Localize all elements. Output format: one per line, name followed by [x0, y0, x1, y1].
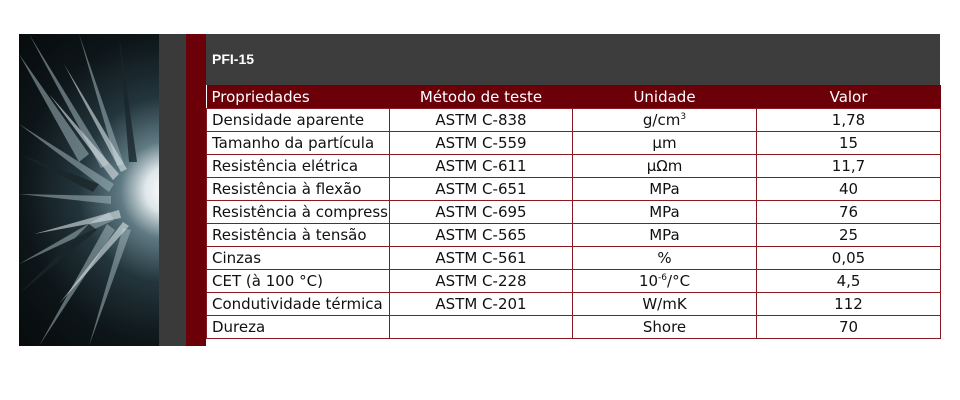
value-cell: 0,05 [757, 247, 941, 270]
unit-cell [573, 316, 757, 339]
sidebar-strip [159, 34, 186, 346]
table-row [207, 178, 941, 201]
unit-cell [573, 132, 757, 155]
test-method-cell: ASTM C-838 [390, 109, 573, 132]
crystal-burst-image [19, 34, 159, 346]
unit-cell [573, 247, 757, 270]
title-bar [206, 34, 940, 85]
unit-base: W/mK [642, 295, 687, 313]
unit-superscript: 3 [680, 112, 687, 122]
table-row [207, 155, 941, 178]
table-row [207, 224, 941, 247]
test-method-cell: ASTM C-559 [390, 132, 573, 155]
test-method-cell: ASTM C-611 [390, 155, 573, 178]
property-cell: Resistência elétrica [207, 155, 390, 178]
value-cell: 11,7 [757, 155, 941, 178]
unit-cell [573, 270, 757, 293]
table-row [207, 270, 941, 293]
property-cell: Resistência à compress [207, 201, 390, 224]
value-cell: 25 [757, 224, 941, 247]
property-cell: Resistência à flexão [207, 178, 390, 201]
value-cell: 1,78 [757, 109, 941, 132]
value-cell: 70 [757, 316, 941, 339]
table-row [207, 132, 941, 155]
properties-table [206, 85, 941, 339]
property-cell: Dureza [207, 316, 390, 339]
table-row [207, 201, 941, 224]
test-method-cell: ASTM C-565 [390, 224, 573, 247]
product-panel [19, 34, 940, 346]
test-method-cell [390, 316, 573, 339]
header-properties: Propriedades [207, 85, 390, 109]
unit-base: 10 [638, 272, 659, 290]
unit-cell [573, 224, 757, 247]
value-cell: 40 [757, 178, 941, 201]
product-title: PFI-15 [212, 51, 255, 67]
accent-strip [186, 34, 206, 346]
value-cell: 4,5 [757, 270, 941, 293]
unit-base: µΩm [646, 157, 683, 175]
property-cell: CET (à 100 °C) [207, 270, 390, 293]
unit-cell [573, 201, 757, 224]
value-cell: 76 [757, 201, 941, 224]
unit-base: MPa [649, 203, 680, 221]
table-row [207, 293, 941, 316]
test-method-cell: ASTM C-201 [390, 293, 573, 316]
unit-base: µm [652, 134, 677, 152]
unit-base: % [657, 249, 672, 267]
unit-cell [573, 155, 757, 178]
property-cell: Cinzas [207, 247, 390, 270]
test-method-cell: ASTM C-651 [390, 178, 573, 201]
unit-cell [573, 178, 757, 201]
test-method-cell: ASTM C-561 [390, 247, 573, 270]
unit-base: MPa [649, 226, 680, 244]
unit-superscript: -6 [658, 273, 668, 283]
table-row [207, 316, 941, 339]
property-cell: Condutividade térmica [207, 293, 390, 316]
unit-cell [573, 293, 757, 316]
value-cell: 112 [757, 293, 941, 316]
unit-base: g/cm [642, 111, 681, 129]
test-method-cell: ASTM C-228 [390, 270, 573, 293]
table-row [207, 109, 941, 132]
unit-base: Shore [642, 318, 687, 336]
header-value: Valor [757, 85, 941, 109]
value-cell: 15 [757, 132, 941, 155]
header-test-method: Método de teste [390, 85, 573, 109]
table-header-row [207, 85, 941, 109]
unit-cell [573, 109, 757, 132]
unit-tail: /°C [667, 272, 691, 290]
test-method-cell: ASTM C-695 [390, 201, 573, 224]
header-unit: Unidade [573, 85, 757, 109]
property-cell: Tamanho da partícula [207, 132, 390, 155]
property-cell: Resistência à tensão [207, 224, 390, 247]
table-row [207, 247, 941, 270]
property-cell: Densidade aparente [207, 109, 390, 132]
unit-base: MPa [649, 180, 680, 198]
